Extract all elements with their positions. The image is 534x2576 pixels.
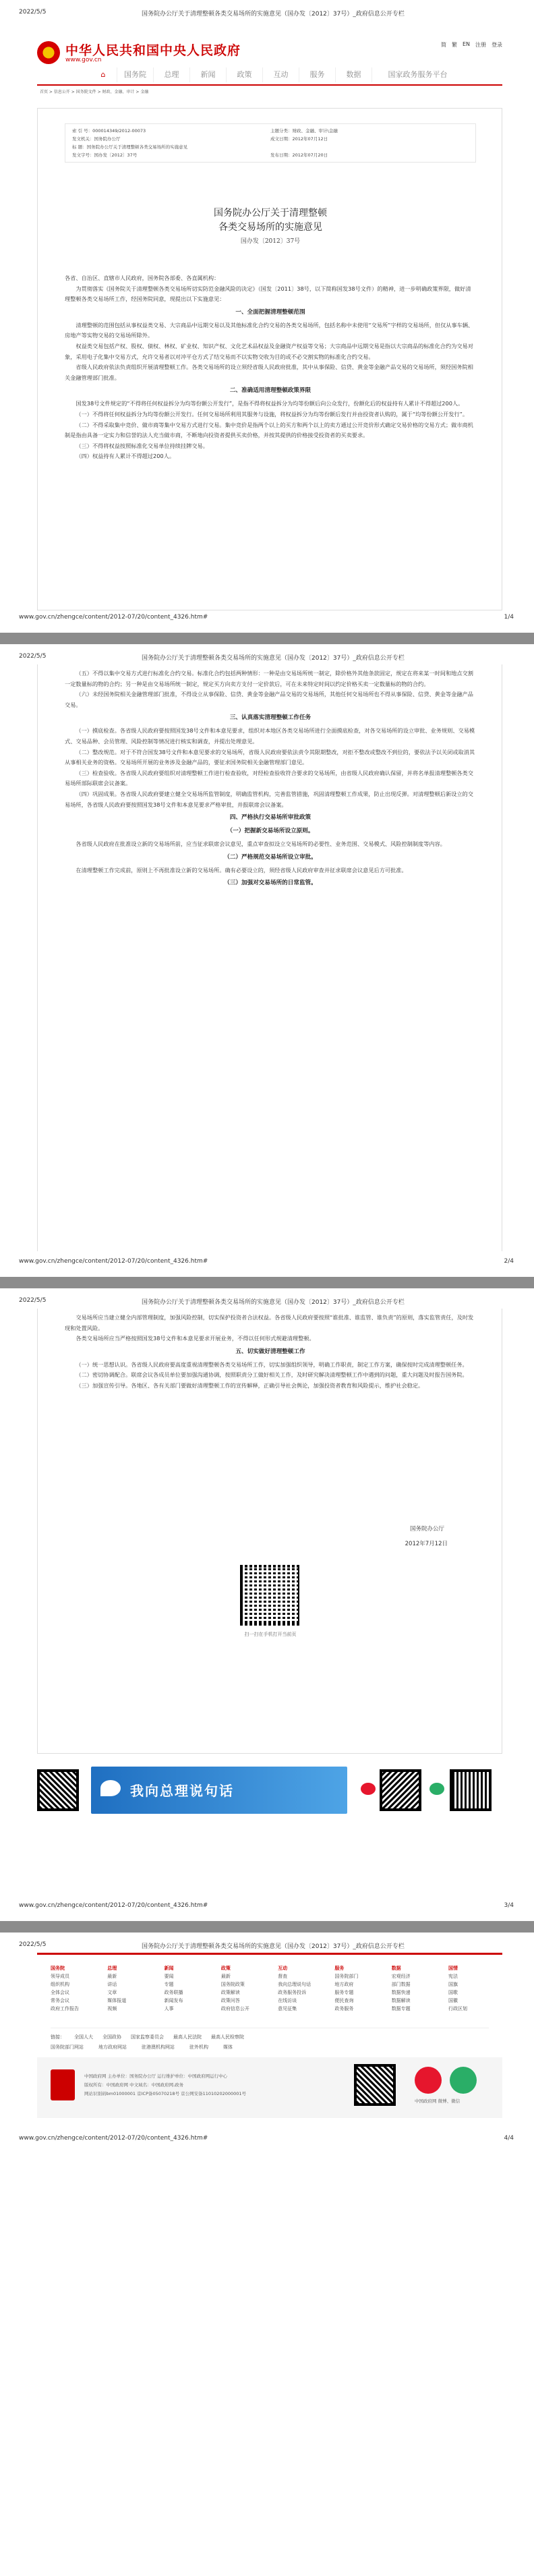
print-page-number: 2/4 <box>504 1258 514 1265</box>
footer-link[interactable]: 文章 <box>107 1990 117 1995</box>
meta-key: 发布日期： <box>270 152 293 158</box>
section-heading: 一、全面把握清理整顿范围 <box>235 308 305 316</box>
footer-col <box>448 1964 489 2013</box>
footer-col <box>334 1964 386 2013</box>
footer-link[interactable]: 督查 <box>278 1974 288 1979</box>
paragraph: （三）加强宣传引导。各地区、各有关部门要做好清理整顿工作的宣传解释，正确引导社会舆论，加强投资者教育和风险提示，维护社会稳定。 <box>76 1381 424 1389</box>
link-media[interactable]: 媒体 <box>223 2044 233 2050</box>
footer-link[interactable]: 媒体报道 <box>107 1998 127 2003</box>
meta-key: 标 题： <box>72 144 87 150</box>
nav-home-icon[interactable]: ⌂ <box>100 70 106 79</box>
footer-col <box>107 1964 158 2013</box>
meta-key: 主题分类： <box>270 128 293 134</box>
doc-body-part-3 <box>65 1313 476 1392</box>
footer-col-heading[interactable]: 政策 <box>220 1966 231 1971</box>
footer-link[interactable]: 政策解读 <box>220 1990 240 1995</box>
top-link-traditional[interactable]: 繁 <box>451 42 457 48</box>
footer-link[interactable]: 国务院政策 <box>220 1982 245 1987</box>
print-title: 国务院办公厅关于清理整顿各类交易场所的实施意见（国办发〔2012〕37号）_政府信息公开专栏 <box>142 1943 405 1950</box>
footer-link[interactable]: 政策问答 <box>220 1998 240 2003</box>
page-qr-code <box>240 1565 301 1626</box>
nav-guowuyuan[interactable]: 国务院 <box>117 67 153 82</box>
article-frame <box>37 664 502 1251</box>
footer-link[interactable]: 领导成员 <box>51 1974 69 1979</box>
subsection-heading: （一）把握新交易场所设立原则。 <box>227 828 314 835</box>
national-emblem-icon <box>37 41 60 64</box>
footer-link[interactable]: 国歌 <box>448 1990 458 1995</box>
footer-col <box>278 1964 329 2013</box>
top-link-english[interactable]: EN <box>462 41 470 47</box>
nav-hudong[interactable]: 互动 <box>262 67 299 82</box>
banner-text: 我向总理说句话 <box>130 1783 234 1799</box>
qr-code-weibo[interactable] <box>380 1769 421 1811</box>
ask-premier-banner[interactable] <box>91 1767 347 1814</box>
footer-link[interactable]: 地方政府 <box>334 1982 354 1987</box>
print-title: 国务院办公厅关于清理整顿各类交易场所的实施意见（国办发〔2012〕37号）_政府信息公开专栏 <box>142 11 405 18</box>
link-dept-sites[interactable]: 国务院部门网站 <box>51 2044 84 2050</box>
doc-meta-table <box>65 123 476 163</box>
wechat-footer-icon[interactable] <box>450 2067 477 2094</box>
footer-link[interactable]: 要闻 <box>164 1974 174 1979</box>
doc-number: 国办发〔2012〕37号 <box>240 238 301 245</box>
print-date: 2022/5/5 <box>19 9 47 16</box>
meta-value: 000014349/2012-00073 <box>92 128 146 134</box>
print-title: 国务院办公厅关于清理整顿各类交易场所的实施意见（国办发〔2012〕37号）_政府信息公开专栏 <box>142 655 405 662</box>
footer-link[interactable]: 组织机构 <box>51 1982 69 1987</box>
nav-underline <box>37 84 502 86</box>
link-npc[interactable]: 全国人大 <box>74 2034 93 2040</box>
qr-code-left[interactable] <box>37 1769 79 1811</box>
paragraph: （一）摸底检查。各省级人民政府要按照国发38号文件和本意见要求，组织对本地区各类交易场所进行全面摸底检查，对各交易场所的设立审批、业务规则、交易模式、交易品种、会员管理、风险控制等情况进行核实和调查，并提出处理意见。 <box>65 727 475 745</box>
footer-sponsor: 中国政府网 主办单位：国务院办公厅 运行维护单位：中国政府网运行中心 <box>84 2073 228 2079</box>
footer-link[interactable]: 在线访谈 <box>278 1998 297 2003</box>
paragraph: 各省级人民政府在批准设立新的交易场所前，应当征求联席会议意见，重点审查拟设立交易场所的必要性、业务范围、交易模式、风险控制制度等内容。 <box>76 840 446 848</box>
nav-fuwu[interactable]: 服务 <box>299 67 335 82</box>
footer-bottom <box>37 2057 502 2118</box>
footer-link[interactable]: 数据专题 <box>391 2006 411 2011</box>
link-supervision[interactable]: 国家监察委员会 <box>131 2034 164 2040</box>
meta-value: 2012年07月20日 <box>292 152 328 158</box>
signature-org: 国务院办公厅 <box>409 1526 444 1533</box>
paragraph: （二）密切协调配合。联席会议各成员单位要加强沟通协调，按照职责分工做好相关工作，及时研究解决清理整顿工作中遇到的问题，重大问题及时报告国务院。 <box>76 1371 468 1379</box>
wechat-icon[interactable] <box>429 1783 444 1795</box>
footer-col <box>51 1964 102 2013</box>
site-name[interactable]: 中华人民共和国中央人民政府 <box>65 43 241 58</box>
paragraph: （三）检查验收。各省级人民政府要组织对清理整顿工作进行检查验收，对经检查验收符合要求的交易场所，由省级人民政府确认保留，并将名单报清理整顿各类交易场所部际联席会议备案。 <box>65 769 473 787</box>
meta-value: 财政、金融、审计\金融 <box>292 128 338 134</box>
footer-nav <box>51 1964 489 2013</box>
footer-link[interactable]: 行政区划 <box>448 2006 467 2011</box>
meta-value: 2012年07月12日 <box>292 136 328 142</box>
article-frame <box>37 1309 502 1754</box>
footer-link[interactable]: 常务会议 <box>51 1998 69 2003</box>
footer-link[interactable]: 视频 <box>107 2006 117 2011</box>
footer-col-heading[interactable]: 新闻 <box>164 1966 174 1971</box>
doc-title <box>38 206 503 248</box>
footer-link[interactable]: 部门数据 <box>391 1982 411 1987</box>
section-heading: 五、切实做好清理整顿工作 <box>235 1348 305 1355</box>
footer-record: 网站识别码bm01000001 京ICP备05070218号 京公网安备11010202000001号 <box>84 2091 247 2096</box>
paragraph: （一）统一思想认识。各省级人民政府要高度重视清理整顿各类交易场所工作，切实加强组织领导，明确工作职责，制定工作方案，确保按时完成清理整顿任务。 <box>76 1361 468 1368</box>
main-nav <box>90 67 463 82</box>
footer-link[interactable]: 讲话 <box>107 1982 117 1987</box>
footer-col-heading[interactable]: 服务 <box>334 1966 345 1971</box>
footer-col <box>392 1964 443 2013</box>
paragraph: 在清理整顿工作完成前，原则上不再批准设立新的交易场所。确有必要设立的，须经省级人民政府审查并征求联席会议意见后方可批准。 <box>76 866 407 874</box>
footer-link[interactable]: 数据解读 <box>391 1998 411 2003</box>
footer-link[interactable]: 服务专题 <box>334 1990 354 1995</box>
footer-link[interactable]: 我向总理说句话 <box>278 1982 312 1987</box>
paragraph: （二）不得采取集中竞价、做市商等集中交易方式进行交易。集中竞价是指两个以上的买方和两个以上的卖方通过公开竞价形式确定交易价格的交易方式；做市商机制是指由具备一定实力和信誉的法人充当做市商，不断地向投资者提供买卖价格，并按其提供的价格接受投资者的买卖要求。 <box>65 421 473 439</box>
print-page-3 <box>0 1288 534 1921</box>
footer-link[interactable]: 宪法 <box>448 1974 458 1979</box>
footer-link[interactable]: 最新 <box>107 1974 117 1979</box>
footer-link[interactable]: 国徽 <box>448 1998 458 2003</box>
paragraph: （四）巩固成果。各省级人民政府要建立健全交易场所监管制度，明确监管机构，完善监管措施，巩固清理整顿工作成果，防止出现反弹。对清理整顿后新设立的交易场所，各省级人民政府要按照国发38号文件和本意见要求严格审批，并报联席会议备案。 <box>65 790 473 808</box>
print-page-2 <box>0 644 534 1277</box>
footer-links-row <box>51 2028 489 2040</box>
section-heading: 三、认真落实清理整顿工作任务 <box>229 714 312 722</box>
footer-link[interactable]: 数据快递 <box>391 1990 411 1995</box>
meta-key: 成文日期： <box>270 136 293 142</box>
print-page-number: 4/4 <box>504 2135 514 2142</box>
party-emblem-icon <box>51 2069 75 2100</box>
meta-key: 发文字号： <box>72 152 94 158</box>
footer-link[interactable]: 政务服务 <box>334 2006 354 2011</box>
paragraph: （四）权益持有人累计不得超过200人。 <box>76 453 175 460</box>
footer-link[interactable]: 政务联播 <box>164 1990 183 1995</box>
promo-bar <box>37 1764 502 1818</box>
site-domain: www.gov.cn <box>65 57 102 63</box>
doc-body-part-1 <box>65 273 476 462</box>
print-date: 2022/5/5 <box>19 1297 47 1304</box>
footer-link[interactable]: 政府工作报告 <box>51 2006 79 2011</box>
footer-col-heading[interactable]: 总理 <box>107 1966 117 1971</box>
qr-caption: 扫一扫在手机打开当前页 <box>244 1632 297 1637</box>
nav-zhengce[interactable]: 政策 <box>226 67 262 82</box>
site-header <box>37 37 502 98</box>
footer-link[interactable]: 政务服务投诉 <box>278 1990 307 1995</box>
footer-link[interactable]: 便民查询 <box>334 1998 354 2003</box>
link-court[interactable]: 最高人民法院 <box>173 2034 202 2040</box>
print-date: 2022/5/5 <box>19 653 47 660</box>
section-heading: 四、严格执行交易场所审批政策 <box>229 814 312 822</box>
nav-shuju[interactable]: 数据 <box>335 67 372 82</box>
footer-col <box>221 1964 272 2013</box>
print-title: 国务院办公厅关于清理整顿各类交易场所的实施意见（国办发〔2012〕37号）_政府信息公开专栏 <box>142 1299 405 1306</box>
meta-key: 发文机关： <box>72 136 94 142</box>
footer-link[interactable]: 全体会议 <box>51 1990 69 1995</box>
footer-col-heading[interactable]: 国务院 <box>51 1966 65 1971</box>
paragraph: 交易场所应当建立健全内部管理制度，加强风险控制，切实保护投资者合法权益。各省级人民政府要按照“谁批准、谁监管、谁负责”的原则，落实监管责任，及时发现和处置风险。 <box>65 1314 474 1332</box>
weibo-icon[interactable] <box>361 1783 376 1795</box>
links-label: 链接： <box>51 2034 65 2040</box>
subsection-heading: （二）严格规范交易场所设立审批。 <box>224 853 317 861</box>
paragraph: （三）不得将权益按照标准化交易单位持续挂牌交易。 <box>76 442 208 449</box>
section-heading: 二、准确适用清理整顿政策界限 <box>229 387 312 395</box>
paragraph: 权益类交易包括产权、股权、债权、林权、矿业权、知识产权、文化艺术品权益及金融资产权益等交易；大宗商品中远期交易是指以大宗商品的标准化合约为交易对象，采用电子化集中交易方式，允许交易者以对冲平仓方式了结交易而不以实物交收为目的或不必交割实物的标准化合约交易。 <box>65 342 473 360</box>
article-frame <box>37 108 502 610</box>
nav-service-platform[interactable]: 国家政务服务平台 <box>372 67 463 82</box>
paragraph: 国发38号文件规定的“不得将任何权益拆分为均等份额公开发行”，是指不得将权益拆分为均等份额后向公众发行，份额化后的权益持有人累计不得超过200人。 <box>76 400 464 407</box>
footer-link[interactable]: 最新 <box>220 1974 231 1979</box>
footer-link[interactable]: 国旗 <box>448 1982 458 1987</box>
footer-link[interactable]: 宏观经济 <box>391 1974 411 1979</box>
link-procuratorate[interactable]: 最高人民检察院 <box>211 2034 244 2040</box>
meta-key: 索 引 号： <box>72 128 93 134</box>
paragraph: （六）未经国务院相关金融管理部门批准，不得设立从事保险、信贷、黄金等金融产品交易的交易场所，其他任何交易场所也不得从事保险、信贷、黄金等金融产品交易。 <box>65 691 473 708</box>
paragraph: 清理整顿的范围包括从事权益类交易、大宗商品中远期交易以及其他标准化合约交易的各类交易场所，包括名称中未使用“交易所”字样的交易场所，但仅从事车辆、房地产等实物交易的交易场所除外。 <box>65 321 474 339</box>
subsection-heading: （三）加强对交易场所的日常监管。 <box>224 880 317 887</box>
footer-link[interactable]: 人事 <box>164 2006 174 2011</box>
doc-body-part-2 <box>65 668 476 891</box>
qr-code-wechat[interactable] <box>450 1769 492 1811</box>
print-page-number: 1/4 <box>504 614 514 621</box>
footer-link[interactable]: 意见征集 <box>278 2006 297 2011</box>
footer-link[interactable]: 国务院部门 <box>334 1974 359 1979</box>
signature-date: 2012年7月12日 <box>405 1541 448 1547</box>
doc-recipients: 各省、自治区、直辖市人民政府，国务院各部委、各直属机构： <box>65 275 220 281</box>
link-overseas[interactable]: 驻外机构 <box>189 2044 208 2050</box>
footer-link[interactable]: 新闻发布 <box>164 1998 183 2003</box>
footer-link[interactable]: 专题 <box>164 1982 174 1987</box>
link-hkmo-sites[interactable]: 驻港澳机构网站 <box>142 2044 175 2050</box>
footer-link[interactable]: 政府信息公开 <box>220 2006 249 2011</box>
meta-value: 国务院办公厅 <box>94 136 121 142</box>
paragraph: 为贯彻落实《国务院关于清理整顿各类交易场所切实防范金融风险的决定》（国发〔2011〕38号，以下简称国发38号文件）的精神，进一步明确政策界限，做好清理整顿各类交易场所工作，经国务院同意，现提出以下实施意见： <box>65 285 471 303</box>
link-local-sites[interactable]: 地方政府网站 <box>98 2044 127 2050</box>
footer-qr-code[interactable] <box>354 2064 396 2106</box>
footer-col-heading[interactable]: 互动 <box>278 1966 288 1971</box>
print-page-4 <box>0 1933 534 2576</box>
footer-app-icon[interactable] <box>415 2067 442 2094</box>
footer-sites-row <box>51 2044 489 2051</box>
top-link-simplified[interactable]: 简 <box>440 42 446 48</box>
link-cppcc[interactable]: 全国政协 <box>102 2034 121 2040</box>
site-footer <box>37 1953 502 2121</box>
meta-value: 国务院办公厅关于清理整顿各类交易场所的实施意见 <box>86 144 188 150</box>
breadcrumb[interactable]: 首页 > 信息公开 > 国务院文件 > 财政、金融、审计 > 金融 <box>40 90 149 94</box>
footer-col-heading[interactable]: 国情 <box>448 1966 458 1971</box>
meta-value: 国办发〔2012〕37号 <box>94 152 138 158</box>
print-url: www.gov.cn/zhengce/content/2012-07/20/content_4326.htm# <box>19 1258 208 1265</box>
print-page-number: 3/4 <box>504 1902 514 1909</box>
paragraph: （一）不得将任何权益拆分为均等份额公开发行。任何交易场所利用其服务与设施，将权益拆分为均等份额后发行并由投资者认购的，属于“均等份额公开发行”。 <box>76 410 469 418</box>
paragraph: （二）整改规范。对于不符合国发38号文件和本意见要求的交易场所，省级人民政府要依法责令其限期整改，对拒不整改或整改不到位的，要依法予以关闭或取消其从事相关业务的资格。交易场所开展的业务涉及金融产品的，要征求国务院相关金融管理部门意见。 <box>65 748 475 766</box>
footer-col <box>165 1964 216 2013</box>
print-url: www.gov.cn/zhengce/content/2012-07/20/content_4326.htm# <box>19 614 208 621</box>
print-url: www.gov.cn/zhengce/content/2012-07/20/content_4326.htm# <box>19 2135 208 2142</box>
print-url: www.gov.cn/zhengce/content/2012-07/20/content_4326.htm# <box>19 1902 208 1909</box>
chat-bubble-icon <box>100 1780 121 1796</box>
footer-app-caption: 中国政府网 微博、微信 <box>415 2098 461 2104</box>
footer-copyright: 版权所有：中国政府网 中文域名：中国政府网.政务 <box>84 2082 184 2088</box>
print-date: 2022/5/5 <box>19 1941 47 1948</box>
footer-col-heading[interactable]: 数据 <box>391 1966 401 1971</box>
print-page-1 <box>0 0 534 633</box>
top-link-login[interactable]: 登录 <box>492 42 502 48</box>
doc-title-line-2: 各类交易场所的实施意见 <box>218 222 322 233</box>
nav-xinwen[interactable]: 新闻 <box>189 67 226 82</box>
doc-title-line-1: 国务院办公厅关于清理整顿 <box>214 208 327 219</box>
top-link-register[interactable]: 注册 <box>475 42 486 48</box>
nav-zongli[interactable]: 总理 <box>153 67 189 82</box>
paragraph: （五）不得以集中交易方式进行标准化合约交易。标准化合约包括两种情形：一种是由交易场所统一制定，除价格外其他条款固定，规定在将来某一时间和地点交割一定数量标的物的合约；另一种是由交易场所统一制定，规定买方向卖方支付一定价款后，可在未来特定时间以约定价格买卖一定数量标的物的合约。 <box>65 670 473 687</box>
paragraph: 各类交易场所应当严格按照国发38号文件和本意见要求开展业务，不得以任何形式规避清理整顿。 <box>76 1335 315 1342</box>
paragraph: 省级人民政府依法负责组织开展清理整顿工作。各类交易场所的设立须经省级人民政府批准，其中从事保险、信贷、黄金等金融产品交易的交易场所，须经国务院相关金融管理部门批准。 <box>65 364 473 381</box>
top-links <box>441 41 502 49</box>
